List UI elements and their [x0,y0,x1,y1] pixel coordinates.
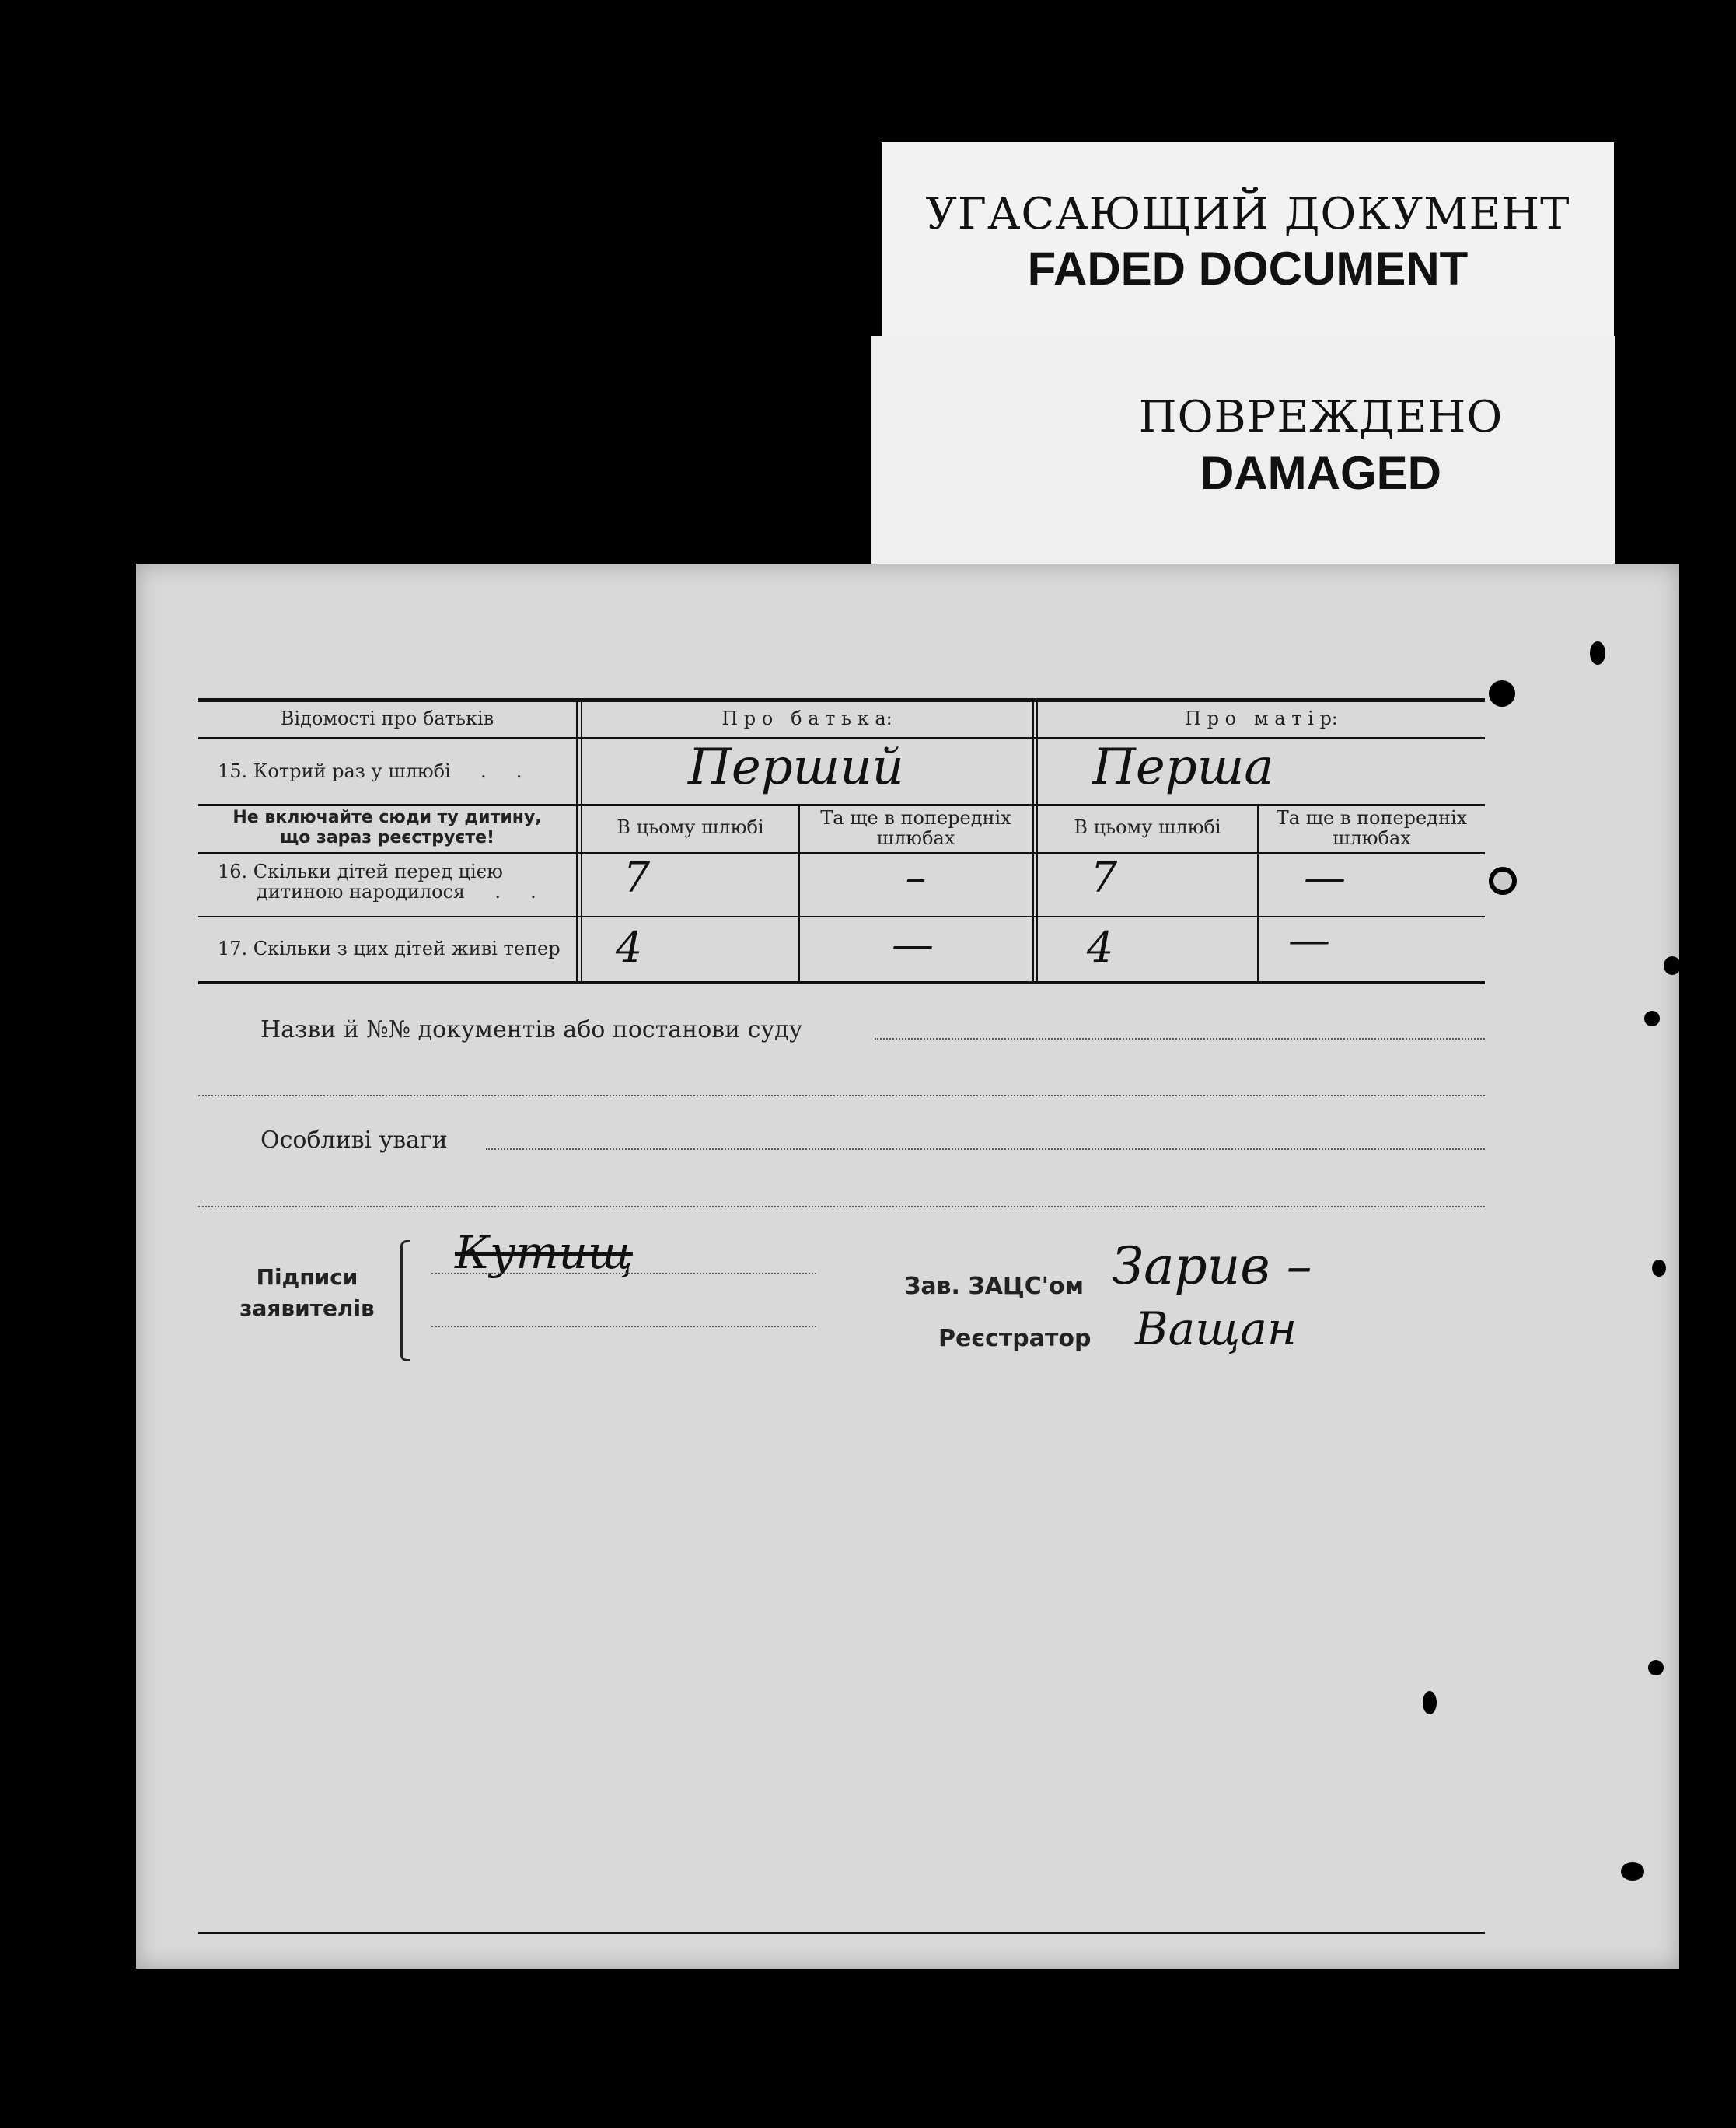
note-label-line1: Не включайте сюди ту дитину, [232,808,542,827]
row16-father-previous: – [905,853,927,902]
note-label-line2: що зараз реєструєте! [279,828,495,847]
father-previous-header-2: шлюбах [876,827,955,849]
edge-speck-2 [1664,956,1681,975]
notes-label: Особливі уваги [260,1127,448,1154]
table-top-rule [198,698,1485,702]
edge-speck-1 [1590,641,1605,665]
edge-speck-6 [1648,1660,1664,1675]
row17-father-this: 4 [615,923,643,972]
head-label: Зав. ЗАЦС'ом [904,1273,1085,1300]
head-signature: Зарив – [1112,1236,1312,1296]
registrar-label: Реєстратор [938,1325,1092,1352]
row16-label-line1: 16. Скільки дітей перед цією [218,861,503,882]
applicant-signature-line-1 [431,1273,816,1274]
row17-mother-previous: — [1288,915,1330,964]
punch-hole-2 [1489,867,1517,895]
row16-label-line2: дитиною народилося . . [257,881,536,903]
documents-line-2 [198,1095,1485,1096]
mother-this-marriage-header: В цьому шлюбі [1074,816,1221,838]
documents-line-1 [875,1038,1485,1040]
notes-line-2 [198,1206,1485,1207]
row15-label: 15. Котрий раз у шлюбі . . [218,760,522,782]
faded-label-ru: УГАСАЮЩИЙ ДОКУМЕНТ [925,189,1570,239]
faded-label-en: FADED DOCUMENT [1027,243,1469,295]
row16-mother-previous: — [1304,853,1346,902]
punch-hole-1 [1489,680,1515,707]
header-col1: Відомості про батьків [280,708,494,729]
applicants-bracket [400,1240,410,1361]
damaged-document-label [871,336,1615,566]
applicants-label-line2: заявителів [239,1295,375,1321]
applicant-signature-line-2 [431,1326,816,1327]
applicants-label-line1: Підписи [256,1264,358,1290]
documents-label: Назви й №№ документів або постанови суду [260,1016,803,1043]
row17-father-previous: — [892,920,934,969]
row16-father-this: 7 [623,853,651,902]
registrar-signature: Ващан [1135,1302,1298,1355]
damaged-label-ru: ПОВРЕЖДЕНО [1138,392,1504,442]
edge-speck-3 [1644,1011,1660,1026]
header-mother: П р о м а т і р: [1185,708,1338,729]
notes-line-1 [486,1148,1485,1150]
table-divider-1 [576,702,578,981]
table-bottom-rule [198,981,1485,984]
edge-speck-5 [1423,1691,1437,1714]
row15-mother-value: Перша [1092,739,1274,796]
father-this-marriage-header: В цьому шлюбі [617,816,764,838]
edge-speck-4 [1652,1260,1666,1277]
table-divider-3 [1032,702,1034,981]
faded-document-label [882,142,1614,352]
applicant-signature: Кутищ [455,1226,633,1279]
row17-mother-this: 4 [1086,923,1114,972]
form-sheet [136,564,1679,1969]
row15-father-value: Перший [688,739,904,796]
edge-speck-7 [1621,1862,1644,1881]
mother-previous-header-2: шлюбах [1333,827,1411,849]
father-previous-header-1: Та ще в попередніх [820,807,1011,829]
row17-label: 17. Скільки з цих дітей живі тепер [218,938,561,959]
damaged-label-en: DAMAGED [1200,447,1441,499]
table-row15-rule [198,804,1485,806]
header-father: П р о б а т ь к а: [721,708,892,729]
mother-previous-header-1: Та ще в попередніх [1276,807,1468,829]
row16-mother-this: 7 [1090,853,1118,902]
sheet-bottom-rule [198,1932,1485,1934]
